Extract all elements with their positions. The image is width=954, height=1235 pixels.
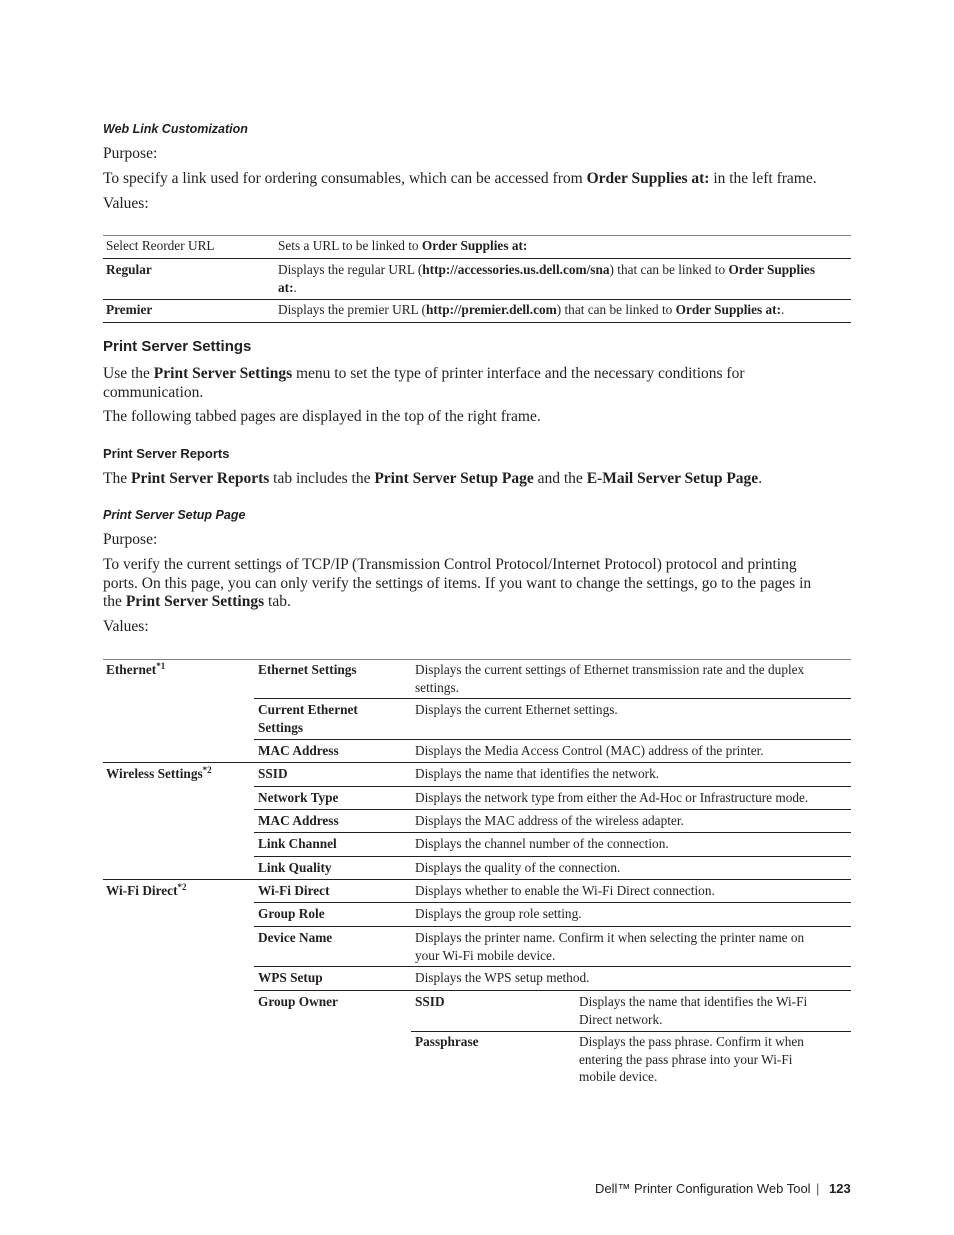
item-desc: Displays the name that identifies the network. (415, 766, 660, 781)
text-run: Displays the current settings of Ethernet transmission rate and the duplex (415, 662, 805, 677)
table-rule (103, 322, 851, 323)
item-desc: Displays the current Ethernet settings. (415, 702, 618, 717)
text-run: . (781, 302, 785, 317)
values-label: Values: (103, 195, 149, 212)
item-label: Network Type (258, 790, 339, 805)
text-run: the (103, 593, 126, 610)
text-run: Sets a URL to be linked to (278, 238, 422, 253)
item-desc: Displays the channel number of the connection. (415, 836, 669, 851)
sub-item-label: Passphrase (415, 1034, 479, 1049)
group-label-wifi-direct (106, 882, 187, 900)
purpose-text (103, 170, 817, 189)
item-label: MAC Address (258, 743, 339, 758)
footnote-marker: *1 (156, 661, 166, 671)
table-rule (254, 739, 851, 740)
item-desc: Displays the group role setting. (415, 906, 582, 921)
text-run: ports. On this page, you can only verify the settings of items. If you want to change the settings, go to the pages in (103, 574, 812, 592)
item-label: Device Name (258, 930, 333, 945)
text-run: tab includes the (269, 470, 375, 487)
table-rule (254, 926, 851, 927)
footer-separator: | (816, 1181, 820, 1196)
ui-term: Order Supplies (728, 262, 816, 277)
table-rule (103, 235, 851, 236)
paragraph (103, 470, 762, 489)
url-text: http://accessories.us.dell.com/sna (422, 262, 610, 277)
section-heading-setup-page: Print Server Setup Page (103, 508, 246, 522)
text-run: Displays the name that identifies the Wi-Fi (579, 994, 808, 1009)
table-cell-desc (278, 237, 527, 255)
paragraph (103, 365, 744, 402)
table-rule (103, 299, 851, 300)
text-run: Settings (258, 719, 304, 735)
item-label: Group Role (258, 906, 325, 921)
text-run: . (293, 279, 297, 295)
ui-term: Order Supplies at: (586, 170, 710, 187)
table-rule (254, 966, 851, 967)
text-run: Current Ethernet (258, 702, 358, 717)
sub-item-desc (579, 993, 807, 1028)
text-run: Displays the regular URL ( (278, 262, 423, 277)
text-run: in the left frame. (709, 170, 817, 187)
ui-term: Order Supplies at: (421, 238, 528, 253)
item-desc: Displays the Media Access Control (MAC) address of the printer. (415, 743, 764, 758)
ui-term: E-Mail Server Setup Page (586, 470, 759, 487)
purpose-label: Purpose: (103, 145, 158, 162)
section-heading-print-server-reports: Print Server Reports (103, 446, 230, 461)
section-heading-print-server-settings: Print Server Settings (103, 338, 252, 355)
paragraph: The following tabbed pages are displayed in the top of the right frame. (103, 408, 541, 425)
footnote-marker: *2 (202, 765, 212, 775)
ui-term: Print Server Settings (153, 365, 293, 382)
group-label-wireless (106, 765, 212, 783)
item-label: Link Quality (258, 860, 332, 875)
item-label: SSID (258, 766, 288, 781)
item-desc: Displays whether to enable the Wi-Fi Direct connection. (415, 883, 715, 898)
item-label: WPS Setup (258, 970, 323, 985)
table-rule (103, 258, 851, 259)
text-run: communication. (103, 383, 204, 401)
footnote-marker: *2 (177, 882, 187, 892)
item-desc: Displays the network type from either the Ad-Hoc or Infrastructure mode. (415, 790, 809, 805)
group-label-ethernet (106, 661, 165, 679)
purpose-label: Purpose: (103, 531, 158, 548)
text-run: menu to set the type of printer interface and the necessary conditions for (292, 365, 745, 382)
text-run: Displays the printer name. Confirm it when selecting the printer name on (415, 930, 805, 945)
text-run: To specify a link used for ordering consumables, which can be accessed from (103, 170, 587, 187)
ui-term: at: (278, 279, 294, 295)
text-run: To verify the current settings of TCP/IP (Transmission Control Protocol/Internet Protocol) protocol and printing (103, 556, 797, 573)
text-run: settings. (415, 679, 459, 695)
table-rule (411, 1031, 851, 1032)
text-run: The (103, 470, 131, 487)
table-rule (103, 659, 851, 660)
ui-term: Print Server Settings (125, 593, 265, 610)
text-run: Wireless Settings (106, 766, 203, 781)
text-run: mobile device. (579, 1069, 658, 1084)
page-number: 123 (829, 1181, 851, 1196)
table-rule (254, 698, 851, 699)
text-run: ) that can be linked to (609, 262, 729, 277)
table-rule (254, 902, 851, 903)
ui-term: Print Server Reports (130, 470, 270, 487)
text-run: Use the (103, 365, 154, 382)
table-rule (254, 809, 851, 810)
paragraph (103, 556, 811, 612)
text-run: tab. (264, 593, 291, 610)
table-rule (103, 762, 851, 763)
text-run: and the (533, 470, 587, 487)
text-run: Ethernet (106, 662, 157, 677)
values-label: Values: (103, 618, 149, 635)
item-label: Ethernet Settings (258, 662, 357, 677)
text-run: Wi-Fi Direct (106, 883, 178, 898)
item-desc (415, 661, 804, 696)
table-cell-desc (278, 301, 784, 319)
item-label: Link Channel (258, 836, 337, 851)
item-label: Wi-Fi Direct (258, 883, 330, 898)
footer-title: Dell™ Printer Configuration Web Tool (595, 1181, 811, 1196)
text-run: ) that can be linked to (556, 302, 676, 317)
text-run: Displays the pass phrase. Confirm it when (579, 1034, 804, 1049)
section-heading-web-link: Web Link Customization (103, 122, 248, 136)
ui-term: Order Supplies at: (675, 302, 782, 317)
item-desc: Displays the MAC address of the wireless adapter. (415, 813, 684, 828)
table-cell-label: Premier (106, 302, 153, 317)
item-desc (415, 929, 804, 964)
table-rule (254, 786, 851, 787)
item-label (258, 701, 358, 736)
url-text: http://premier.dell.com (425, 302, 557, 317)
sub-item-label: SSID (415, 994, 445, 1009)
item-desc: Displays the quality of the connection. (415, 860, 621, 875)
text-run: your Wi-Fi mobile device. (415, 947, 556, 963)
item-label: MAC Address (258, 813, 339, 828)
table-cell-label: Regular (106, 262, 152, 277)
ui-term: Print Server Setup Page (374, 470, 534, 487)
table-rule (254, 990, 851, 991)
text-run: Displays the premier URL ( (278, 302, 426, 317)
item-desc: Displays the WPS setup method. (415, 970, 590, 985)
table-cell-desc (278, 261, 850, 296)
text-run: . (758, 470, 763, 487)
item-label: Group Owner (258, 994, 338, 1009)
table-rule (103, 879, 851, 880)
table-cell-label: Select Reorder URL (106, 238, 215, 253)
table-rule (254, 832, 851, 833)
sub-item-desc (579, 1033, 804, 1086)
text-run: Direct network. (579, 1011, 663, 1027)
table-rule (254, 856, 851, 857)
text-run: entering the pass phrase into your Wi-Fi (579, 1051, 793, 1067)
